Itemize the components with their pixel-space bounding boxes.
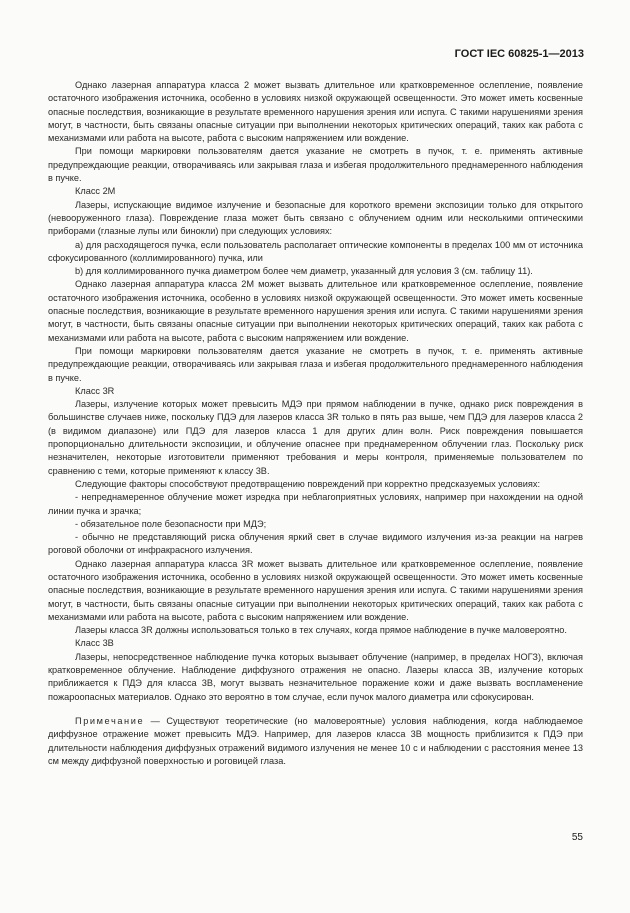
section-heading-class-2m: Класс 2M — [75, 186, 116, 197]
list-item-b: b) для коллимированного пучка диаметром более чем диаметр, указанный для условия 3 (см. таблицу 11). — [75, 266, 533, 277]
list-item-dash-1: - непреднамеренное облучение может изредка при неблагоприятных условиях, например при нахождении на одной линии пучка и зрачка; — [48, 492, 583, 516]
note-paragraph — [48, 715, 583, 768]
list-item-a: a) для расходящегося пучка, если пользователь располагает оптические компоненты в пределах 100 мм от источника сфокусированного (коллимированного) пучка, или — [48, 239, 583, 263]
paragraph-class2m-definition: Лазеры, испускающие видимое излучение и безопасные для короткого времени экспозиции только для открытого (невооруженного глаза). Повреждение глаза может быть связано с облучением одним или несколькими оптическими приборами (глазные лупы или бинокли) при следующих условиях: — [48, 199, 583, 237]
paragraph-class2-marking: При помощи маркировки пользователям дается указание не смотреть в пучок, т. е. применять активные предупреждающие реакции, отворачиваясь или закрывая глаза и избегая продолжительного преднамеренного наблюдения в пучке. — [48, 146, 583, 184]
note-text: — Существуют теоретические (но маловероятные) условия наблюдения, когда наблюдаемое диффузное отражение может превысить МДЭ. Например, для лазеров класса 3B мощность приблизится к ПДЭ при длительности наблюдения диффузных отражений видимого излучения не менее 10 с и наблюдении с расстояния менее 13 см между диффузной поверхностью и роговицей глаза. — [48, 715, 583, 766]
page-number: 55 — [571, 832, 583, 843]
paragraph-class2-dazzle: Однако лазерная аппаратура класса 2 может вызвать длительное или кратковременное ослепление, появление остаточного изображения источника, особенно в условиях низкой окружающей освещенности. Это может иметь косвенные опасные последствия, возникающие в результате временного нарушения зрения или испуга. С такими нарушениями зрения могут, в частности, быть связаны опасные ситуации при выполнении некоторых критических операций, таких как работа с механизмами или работа на высоте, работа с высоким напряжением или вождение. — [48, 80, 583, 144]
list-item-dash-3: - обычно не представляющий риска облучения яркий свет в случае видимого излучения из-за реакции на нагрев роговой оболочки от инфракрасного излучения. — [48, 532, 583, 556]
paragraph-class3r-usage: Лазеры класса 3R должны использоваться только в тех случаях, когда прямое наблюдение в пучке маловероятно. — [75, 625, 567, 636]
section-heading-class-3b: Класс 3B — [75, 638, 114, 649]
paragraph-class3r-dazzle: Однако лазерная аппаратура класса 3R может вызвать длительное или кратковременное ослепление, появление остаточного изображения источника, особенно в условиях низкой окружающей освещенности. Это может иметь косвенные опасные последствия, возникающие в результате временного нарушения зрения или испуга. С такими нарушениями зрения могут, в частности, быть связаны опасные ситуации при выполнении некоторых критических операций, таких как работа с механизмами или работа на высоте, работа с высоким напряжением или вождение. — [48, 558, 583, 622]
document-number: ГОСТ IEC 60825-1—2013 — [454, 48, 584, 60]
list-item-dash-2: - обязательное поле безопасности при МДЭ; — [75, 518, 267, 529]
paragraph-class2m-marking: При помощи маркировки пользователям дается указание не смотреть в пучок, т. е. применять активные предупреждающие реакции, отворачиваясь или закрывая глаза и избегая продолжительного преднамеренного наблюдения в пучке. — [48, 345, 583, 383]
document-body — [48, 79, 583, 768]
paragraph-class3b-definition: Лазеры, непосредственное наблюдение пучка которых вызывает облучение (например, в пределах НОГЗ), включая кратковременное облучение. Наблюдение диффузного отражения не опасно. Лазеры класса 3B, излучение которых приближается к ПДЭ для класса 3B, могут вызвать незначительное поражение кожи и даже вызвать воспламенение пожароопасных материалов. Однако это вероятно в том случае, если пучок малого диаметра или сфокусирован. — [48, 651, 583, 702]
paragraph-class2m-dazzle: Однако лазерная аппаратура класса 2M может вызвать длительное или кратковременное ослепление, появление остаточного изображения источника, особенно в условиях низкой окружающей освещенности. Это может иметь косвенные опасные последствия, возникающие в результате временного нарушения зрения или испуга. С такими нарушениями зрения могут, в частности, быть связаны опасные ситуации при выполнении некоторых критических операций, таких как работа с механизмами или работа на высоте, работа с высоким напряжением или вождение. — [48, 279, 583, 343]
section-heading-class-3r: Класс 3R — [75, 385, 115, 396]
paragraph-class3r-definition: Лазеры, излучение которых может превысить МДЭ при прямом наблюдении в пучке, однако риск повреждения в большинстве случаев ниже, поскольку ПДЭ для лазеров класса 3R только в пять раз выше, чем ПДЭ для лазеров класса 2 (в видимом диапазоне) или ПДЭ для лазеров класса 1 для других длин волн. Риск повреждения повышается пропорционально длительности экспозиции, и облучение опаснее при преднамеренном облучении глаз. Поскольку риск незначителен, некоторые изготовители применяют требования и меры контроля, применяемые пользователем по сравнению с теми, которые применяют к классу 3B. — [48, 399, 583, 476]
paragraph-class3r-factors: Следующие факторы способствуют предотвращению повреждений при корректно предсказуемых условиях: — [75, 478, 541, 489]
note-label: Примечание — [75, 715, 145, 726]
